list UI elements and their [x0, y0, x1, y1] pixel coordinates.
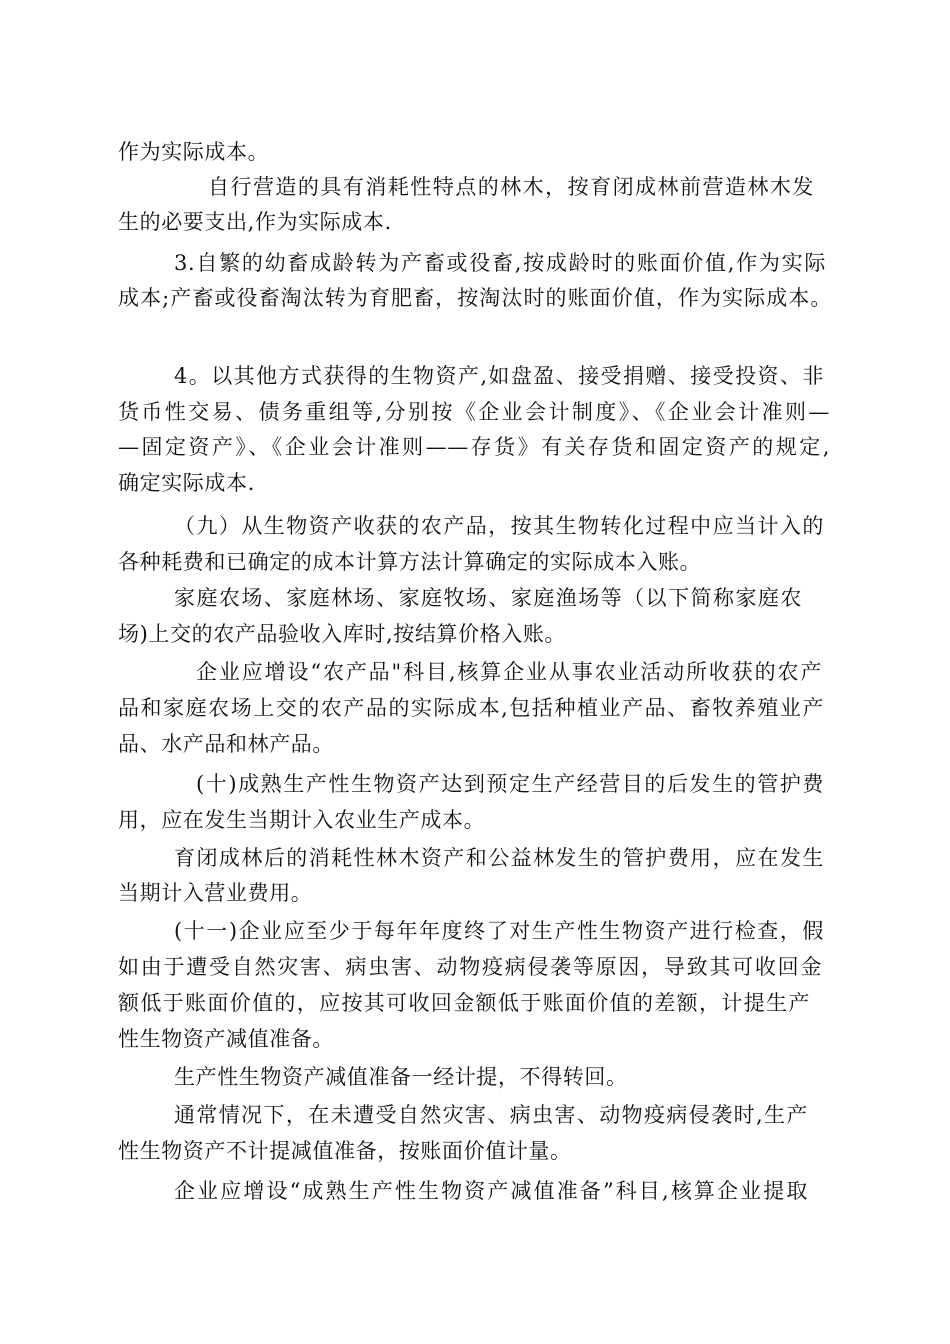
- text-line: 用，应在发生当期计入农业生产成本。: [118, 808, 486, 832]
- text-line: 生产性生物资产减值准备一经计提，不得转回。: [174, 1065, 628, 1089]
- text-line: 性生物资产不计提减值准备，按账面价值计量。: [118, 1139, 572, 1163]
- text-line: 企业应增设“农产品"科目,核算企业从事农业活动所收获的农产: [196, 660, 822, 684]
- text-line: 品、水产品和林产品。: [118, 732, 334, 756]
- text-line: 当期计入营业费用。: [118, 881, 313, 905]
- text-line: 货币性交易、债务重组等,分别按《企业会计制度》、《企业会计准则—: [118, 400, 830, 424]
- text-line: —固定资产》、《企业会计准则——存货》有关存货和固定资产的规定,: [118, 435, 830, 459]
- text-line: 自行营造的具有消耗性特点的林木，按育闭成林前营造林木发: [208, 175, 814, 199]
- text-line: 性生物资产减值准备。: [118, 1027, 334, 1051]
- text-line: 4。以其他方式获得的生物资产,如盘盈、接受捐赠、接受投资、非: [174, 364, 824, 388]
- text-line: 额低于账面价值的，应按其可收回金额低于账面价值的差额，计提生产: [118, 991, 810, 1015]
- text-line: (十一)企业应至少于每年年度终了对生产性生物资产进行检查，假: [174, 919, 824, 943]
- text-line: 作为实际成本。: [118, 140, 270, 164]
- text-line: 通常情况下，在未遭受自然灾害、病虫害、动物疫病侵袭时,生产: [174, 1103, 808, 1127]
- text-line: 成本;产畜或役畜淘汰转为育肥畜，按淘汰时的账面价值，作为实际成本。: [118, 286, 832, 310]
- text-line: 育闭成林后的消耗性林木资产和公益林发生的管护费用，应在发生: [174, 846, 824, 870]
- text-line: 生的必要支出,作为实际成本.: [118, 210, 392, 234]
- text-line: 如由于遭受自然灾害、病虫害、动物疫病侵袭等原因，导致其可收回金: [118, 955, 822, 979]
- text-line: 品和家庭农场上交的农产品的实际成本,包括种植业产品、畜牧养殖业产: [118, 696, 824, 720]
- text-line: 确定实际成本.: [118, 471, 255, 495]
- text-line: 家庭农场、家庭林场、家庭牧场、家庭渔场等（以下简称家庭农: [174, 586, 802, 610]
- text-line: 场)上交的农产品验收入库时,按结算价格入账。: [118, 622, 567, 646]
- text-line: （九）从生物资产收获的农产品，按其生物转化过程中应当计入的: [174, 514, 824, 538]
- text-line: 3.自繁的幼畜成龄转为产畜或役畜,按成龄时的账面价值,作为实际: [174, 251, 826, 275]
- text-line: 各种耗费和已确定的成本计算方法计算确定的实际成本入账。: [118, 550, 702, 574]
- text-line: 企业应增设“成熟生产性生物资产减值准备”科目,核算企业提取: [174, 1179, 808, 1203]
- text-line: (十)成熟生产性生物资产达到预定生产经营目的后发生的管护费: [196, 772, 824, 796]
